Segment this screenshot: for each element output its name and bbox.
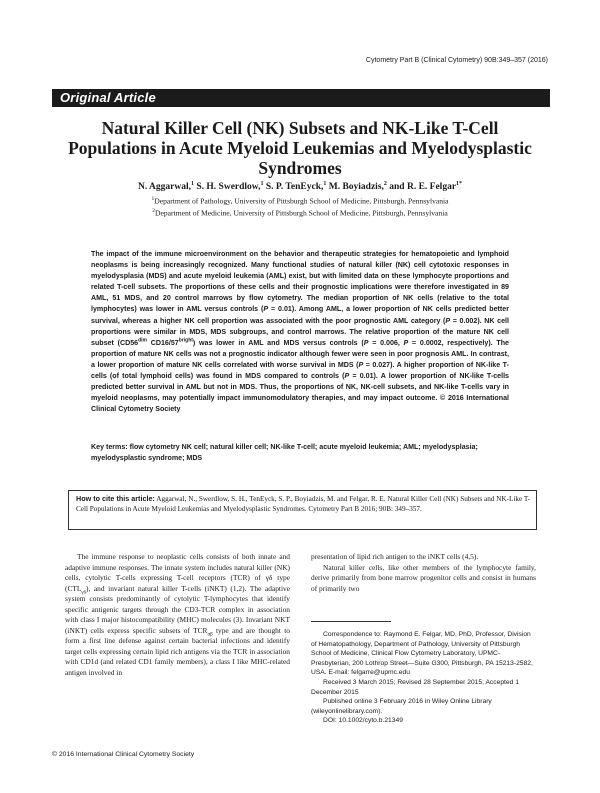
- abstract: The impact of the immune microenvironment on the behavior and therapeutic strategies for hematopoietic and lymphoid neoplasms is being increasingly recognized. Many functional studies of natural killer (NK) cell cytotoxic responses in myelodysplasia (MDS) and acute myeloid leukemia (AML) exist, but with limited data on these lymphocyte proportions and related T-cell subsets. The proportions of these cells and their prognostic implications were therefore investigated in 89 AML, 51 MDS, and 20 control marrows by flow cytometry. The median proportion of NK cells (relative to the total lymphocytes) was lower in AML versus controls (P = 0.01). Among AML, a lower proportion of NK cells predicted better survival, whereas a higher NK cell proportion was associated with the poor prognostic AML category (P = 0.002). NK cell proportions were similar in MDS, MDS subgroups, and control marrows. The relative proportion of the mature NK cell subset ($CD56^{dim}$ $CD16/57^{bright}$) was lower in AML and MDS versus controls (P = 0.006, P = 0.0002, respectively). The proportion of mature NK cells was not a prognostic indicator although fewer were seen in poor prognosis AML. In contrast, a lower proportion of mature NK cells correlated with worse survival in MDS (P = 0.027). A higher proportion of NK-like T-cells (of total lymphoid cells) was found in MDS compared to controls (P = 0.01). A lower proportion of NK-like T-cells predicted better survival in AML but not in MDS. Thus, the proportions of NK, NK-cell subsets, and NK-like T-cells vary in myeloid neoplasms, may potentially impact immunomodulatory therapies, and may impact outcome. © 2016 International Clinical Cytometry Society: [91, 250, 510, 414]
- body-paragraph: Natural killer cells, like other members of the lymphocyte family, derive primarily from bone marrow progenitor cells and consist in humans of primarily two: [311, 562, 536, 593]
- citation-text: How to cite this article: Aggarwal, N., Swerdlow, S. H., TenEyck, S. P., Boyiadzis, M. and Felgar, R. E. Natural Killer Cell (NK) Subsets and NK-Like T-Cell Populations in Acute Myeloid Leukemias and Myelodysplastic Syndromes. Cytometry Part B 2016; 90B: 349–357.: [76, 494, 530, 514]
- copyright-footer: © 2016 International Clinical Cytometry Society: [52, 751, 195, 758]
- author-name: N. Aggarwal,: [137, 182, 191, 193]
- publication-note: Published online 3 February 2016 in Wiley Online Library (wileyonlinelibrary.com).: [311, 698, 492, 715]
- article-type-label: Original Article: [60, 90, 156, 105]
- citation-label: How to cite this article:: [76, 494, 155, 503]
- key-terms: Key terms: flow cytometry NK cell; natural killer cell; NK-like T-cell; acute myeloid leukemia; AML; myelodysplasia; myelodysplastic syndrome; MDS: [91, 443, 478, 463]
- footnote-divider: [311, 621, 391, 622]
- author-affiliation-mark: 1*: [456, 181, 463, 187]
- author-affiliation-mark: 1: [191, 181, 194, 187]
- doi: DOI: 10.1002/cyto.b.21349: [323, 717, 403, 725]
- affiliation: $^1$Department of Pathology, University of Pittsburgh School of Medicine, Pittsburgh, Pennsylvania: [151, 196, 449, 206]
- correspondence-note: Correspondence to: Raymond E. Felgar, MD, PhD, Professor, Division of Hematopathology, Department of Pathology, University of Pittsburgh School of Medicine, Clinical Flow Cytometry Laboratory, UPMC-Presbyterian, 200 Lothrop Street—Suite G300, Pittsburgh, PA 15213-2582, USA. E-mail: felgarre@upmc.edu: [311, 631, 533, 677]
- body-paragraph: presentation of lipid rich antigen to the iNKT cells (4,5).: [311, 552, 479, 561]
- body-column-left: The immune response to neoplastic cells consists of both innate and adaptive immune responses. The innate system includes natural killer (NK) cells, cytolytic T-cells expressing T-cell receptors (TCR) of γδ type $(CTL_{\gamma\delta})$, and invariant natural killer T-cells (iNKT) (1,2). The adaptive system consists predominantly of cytolytic T-lymphocytes that identify specific antigenic targets through the CD3-TCR complex in association with class I major histocompatibility (MHC) molecules (3). Invariant NKT (iNKT) cells express specific subsets of $TCR_{\alpha\beta}$ type and are thought to form a first line defense against certain bacterial infections and identify target cells expressing certain lipid rich antigens via the TCR in association with CD1d (and related CD1 family members), a class I like MHC-related antigen involved in: [65, 552, 290, 678]
- author-affiliation-mark: 1: [323, 181, 327, 187]
- body-column-right: [311, 552, 536, 594]
- journal-header: Cytometry Part B (Clinical Cytometry) 90B:349–357 (2016): [365, 57, 548, 64]
- author-name: and R. E. Felgar: [389, 182, 457, 193]
- author-list: [60, 181, 540, 192]
- article-title: Natural Killer Cell (NK) Subsets and NK-Like T-Cell Populations in Acute Myeloid Leukemias and Myelodysplastic Syndromes: [68, 118, 532, 178]
- author-affiliation-mark: 1: [260, 181, 264, 187]
- affiliation: $^2$Department of Medicine, University of Pittsburgh School of Medicine, Pittsburgh, Pennsylvania: [152, 208, 448, 218]
- footnotes: [311, 630, 536, 726]
- author-affiliation-mark: 2: [383, 181, 387, 187]
- received-dates: Received 3 March 2015; Revised 28 September 2015; Accepted 1 December 2015: [311, 678, 519, 696]
- author-name: S. P. TenEyck,: [265, 182, 324, 193]
- author-name: S. H. Swerdlow,: [196, 182, 261, 193]
- author-name: M. Boyiadzis,: [328, 182, 384, 193]
